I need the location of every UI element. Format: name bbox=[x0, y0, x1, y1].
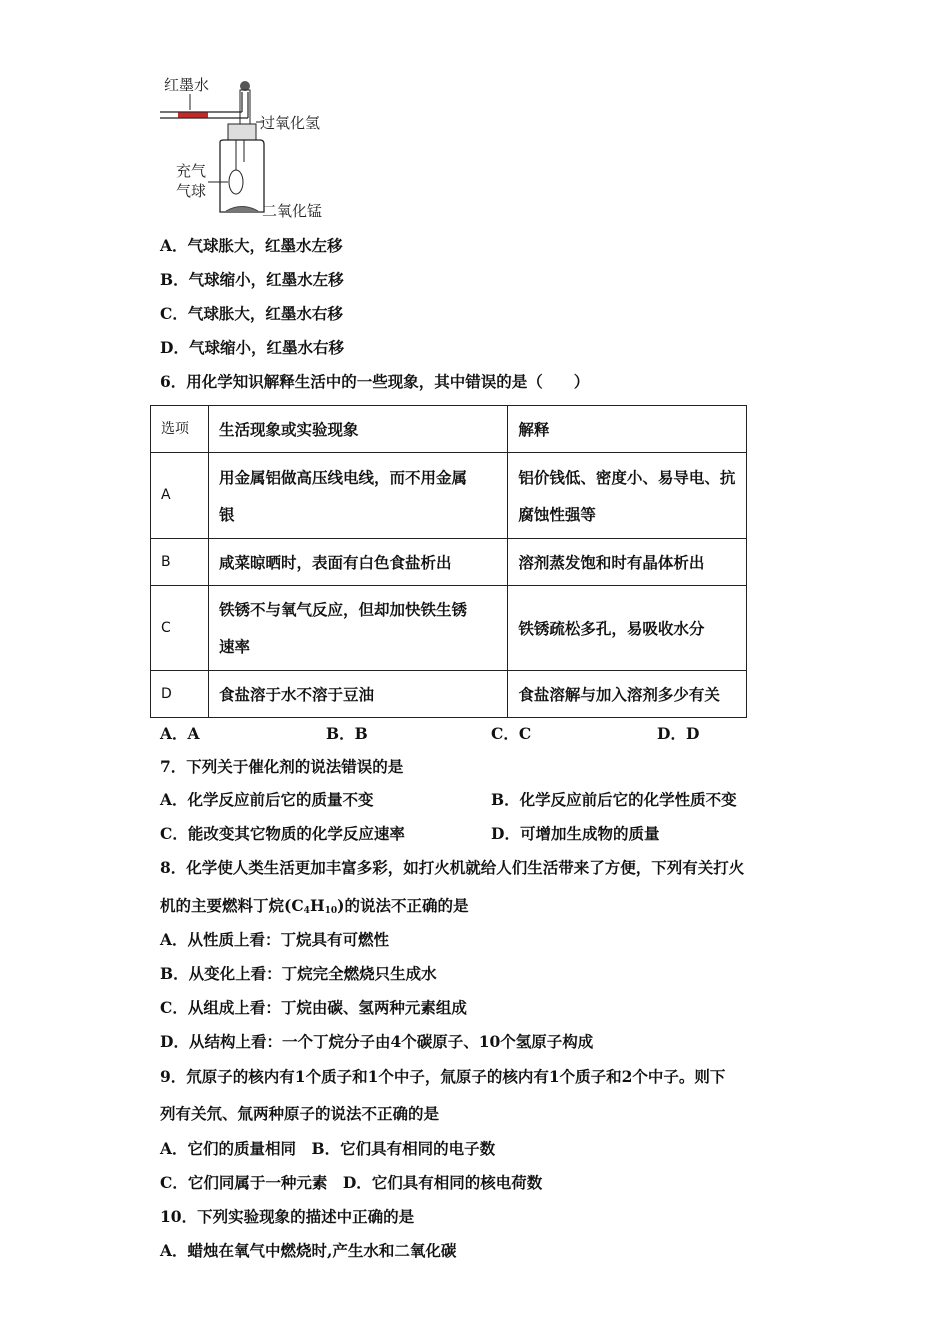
q6-answer-a: A．A bbox=[160, 724, 200, 743]
q8-option-c: C．从组成上看：丁烷由碳、氢两种元素组成 bbox=[160, 998, 467, 1017]
phenomenon-line: 银 bbox=[218, 504, 235, 524]
table-header-row bbox=[151, 406, 747, 453]
row-explanation: 铁锈疏松多孔，易吸收水分 bbox=[508, 586, 747, 671]
q5-option-d: D．气球缩小，红墨水右移 bbox=[160, 338, 344, 357]
row-option: D bbox=[151, 671, 209, 718]
q6-answer-b: B．B bbox=[326, 724, 368, 743]
q8-stem-part: H bbox=[309, 896, 325, 915]
row-option: A bbox=[151, 453, 209, 539]
table-row bbox=[151, 539, 747, 586]
label-hydrogen-peroxide: 过氧化氢 bbox=[260, 114, 321, 132]
q8-option-d: D．从结构上看：一个丁烷分子由4个碳原子、10个氢原子构成 bbox=[160, 1032, 594, 1051]
mno2-powder bbox=[226, 207, 258, 212]
header-phenomenon: 生活现象或实验现象 bbox=[208, 406, 507, 453]
red-ink-drop bbox=[178, 113, 208, 118]
q6-answer-d: D．D bbox=[657, 724, 700, 743]
q5-option-b: B．气球缩小，红墨水左移 bbox=[160, 270, 344, 289]
explanation-line: 腐蚀性强等 bbox=[518, 504, 596, 524]
q8-stem-line-1: 8．化学使人类生活更加丰富多彩，如打火机就给人们生活带来了方便，下列有关打火 bbox=[160, 858, 745, 877]
q10-stem: 10．下列实验现象的描述中正确的是 bbox=[160, 1207, 415, 1226]
row-option: C bbox=[151, 586, 209, 671]
q9-options-ab: A．它们的质量相同 B．它们具有相同的电子数 bbox=[160, 1139, 496, 1158]
subscript-4: 4 bbox=[303, 906, 310, 916]
apparatus-diagram bbox=[160, 72, 350, 222]
q6-stem: 6．用化学知识解释生活中的一些现象，其中错误的是（ ） bbox=[160, 372, 590, 391]
balloon bbox=[229, 170, 243, 194]
tube-bend bbox=[242, 92, 248, 118]
q10-option-a: A．蜡烛在氧气中燃烧时,产生水和二氧化碳 bbox=[160, 1241, 457, 1260]
table-row bbox=[151, 453, 747, 539]
q7-option-a: A．化学反应前后它的质量不变 bbox=[160, 790, 374, 809]
header-option: 选项 bbox=[151, 406, 209, 453]
q6-table bbox=[150, 405, 747, 718]
row-phenomenon bbox=[208, 453, 507, 539]
phenomenon-line: 速率 bbox=[218, 637, 250, 656]
q9-stem-line-1: 9．氘原子的核内有1个质子和1个中子，氚原子的核内有1个质子和2个中子。则下 bbox=[160, 1067, 726, 1086]
q9-options-cd: C．它们同属于一种元素 D．它们具有相同的核电荷数 bbox=[160, 1173, 543, 1192]
label-balloon-1: 充气 bbox=[176, 162, 207, 180]
explanation-line: 铝价钱低、密度小、易导电、抗 bbox=[518, 467, 736, 487]
q8-option-a: A．从性质上看：丁烷具有可燃性 bbox=[160, 930, 390, 949]
q5-option-c: C．气球胀大，红墨水右移 bbox=[160, 304, 343, 323]
row-explanation: 溶剂蒸发饱和时有晶体析出 bbox=[508, 539, 747, 586]
q7-option-d: D．可增加生成物的质量 bbox=[491, 824, 660, 843]
q7-option-c: C．能改变其它物质的化学反应速率 bbox=[160, 824, 405, 843]
q8-stem-line-2 bbox=[160, 896, 468, 921]
q9-stem-line-2: 列有关氘、氚两种原子的说法不正确的是 bbox=[160, 1104, 440, 1123]
stopper bbox=[228, 124, 256, 140]
table-row bbox=[151, 586, 747, 671]
row-explanation bbox=[508, 453, 747, 539]
row-phenomenon: 食盐溶于水不溶于豆油 bbox=[208, 671, 507, 718]
label-manganese-dioxide: 二氧化锰 bbox=[262, 202, 323, 220]
phenomenon-line: 铁锈不与氧气反应，但却加快铁生锈 bbox=[218, 600, 467, 619]
label-red-ink: 红墨水 bbox=[164, 76, 210, 94]
table-row bbox=[151, 671, 747, 718]
subscript-10: 10 bbox=[324, 906, 338, 916]
header-explanation: 解释 bbox=[508, 406, 747, 453]
q8-option-b: B．从变化上看：丁烷完全燃烧只生成水 bbox=[160, 964, 437, 983]
phenomenon-line: 用金属铝做高压线电线，而不用金属 bbox=[218, 467, 467, 487]
q8-stem-part: )的说法不正确的是 bbox=[337, 896, 469, 915]
row-phenomenon bbox=[208, 586, 507, 671]
q6-answer-c: C．C bbox=[491, 724, 532, 743]
q7-option-b: B．化学反应前后它的化学性质不变 bbox=[491, 790, 737, 809]
row-phenomenon: 咸菜晾晒时，表面有白色食盐析出 bbox=[208, 539, 507, 586]
q8-stem-part: 机的主要燃料丁烷(C bbox=[160, 896, 304, 915]
row-option: B bbox=[151, 539, 209, 586]
label-balloon-2: 气球 bbox=[176, 182, 207, 200]
q7-stem: 7．下列关于催化剂的说法错误的是 bbox=[160, 757, 404, 776]
q5-option-a: A．气球胀大，红墨水左移 bbox=[160, 236, 343, 255]
row-explanation: 食盐溶解与加入溶剂多少有关 bbox=[508, 671, 747, 718]
